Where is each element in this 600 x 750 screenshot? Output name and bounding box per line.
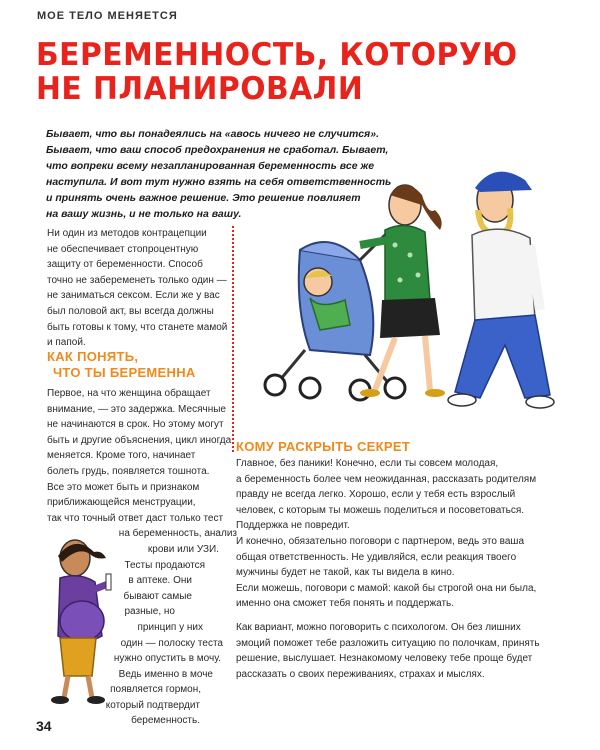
text-line: болеть грудь, появляется тошнота. [47, 465, 210, 477]
text-line: внимание, — это задержка. Месячные [47, 403, 226, 415]
text-line: именно она сможет тебя понять и поддержать. [236, 598, 455, 610]
intro-line: на вашу жизнь, и не только на вашу. [46, 208, 242, 220]
text-line: появляется гормон, [110, 684, 201, 696]
text-line: мужчины будет не такой, как ты видела в кино. [236, 567, 455, 579]
text-line: Главное, без паники! Конечно, если ты совсем молодая, [236, 458, 499, 469]
page-title [36, 38, 535, 106]
text-line: И конечно, обязательно поговори с партнером, ведь это ваша [236, 535, 525, 547]
text-line: разные, но [124, 606, 175, 618]
text-line: нужно опустить в мочу. [113, 653, 221, 665]
heading-who-to-tell: КОМУ РАСКРЫТЬ СЕКРЕТ [236, 439, 411, 454]
heading-line: КАК ПОНЯТЬ, [47, 349, 139, 364]
couple-with-stroller-illustration [240, 160, 570, 420]
text-line: крови или УЗИ. [147, 543, 219, 555]
text-line: меняется. Кроме того, начинает [47, 450, 196, 462]
contraception-paragraph [47, 226, 227, 351]
section-label: МОЕ ТЕЛО МЕНЯЕТСЯ [37, 10, 178, 22]
intro-line: наступила. И вот тут нужно взять на себя ответственность [46, 176, 392, 188]
text-line: правду не всегда легко. Хорошо, если у тебя есть взрослый [236, 489, 516, 501]
who-to-tell-paragraph [236, 456, 566, 682]
heading-line: ЧТО ТЫ БЕРЕМЕННА [53, 365, 196, 380]
text-line: один — полоску теста [120, 637, 223, 649]
text-line: не заниматься сексом. Если же у вас [47, 290, 220, 302]
text-line: Первое, на что женщина обращает [47, 388, 211, 399]
text-line: а беременность более чем неожиданная, рассказать родителям [236, 473, 537, 485]
text-line: беременность. [131, 715, 200, 727]
page-number: 34 [36, 718, 52, 734]
text-line: принцип у них [137, 621, 203, 633]
pregnancy-test-icon [106, 574, 111, 590]
text-line: эмоций поможет тебе разложить ситуацию по полочкам, принять [236, 637, 540, 649]
text-line: Как вариант, можно поговорить с психологом. Он без лишних [236, 621, 521, 633]
text-line: не обеспечивает стопроцентную [47, 243, 199, 255]
intro-line: что вопреки всему незапланированная беременность все же [46, 160, 375, 172]
text-line: точно не забеременеть только один — [47, 274, 227, 286]
man-illustration [448, 172, 554, 408]
text-line: защиту от беременности. Способ [47, 259, 203, 271]
intro-line: Бывает, что ваш способ предохранения не сработал. Бывает, [46, 144, 389, 156]
text-line: так что точный ответ даст только тест [47, 512, 224, 524]
text-line: Ни один из методов контрацепции [47, 228, 207, 239]
text-line: решение, выслушает. Незнакомому человеку тебе проще будет [236, 653, 533, 665]
text-line: Ведь именно в моче [118, 668, 213, 680]
text-line: и папой. [47, 337, 86, 349]
intro-line: Бывает, что вы понадеялись на «авось ничего не случится». [46, 128, 379, 140]
intro-line: и принять очень важное решение. Это решение повлияет [46, 192, 361, 204]
text-line: Если можешь, поговори с мамой: какой бы строгой она ни была, [236, 582, 537, 594]
page-title-line-2: НЕ ПЛАНИРОВАЛИ [36, 71, 364, 107]
text-line: не начинаются в срок. Но этому могут [47, 419, 224, 431]
page-title-line-1: БЕРЕМЕННОСТЬ, КОТОРУЮ [36, 37, 518, 73]
text-line: был половой акт, вы всегда должны [47, 305, 214, 317]
text-line: человек, с которым ты можешь поделиться и посоветоваться. [236, 504, 525, 516]
text-line: общая ответственность. Не удивляйся, если реакция твоего [236, 551, 517, 563]
text-line: который подтвердит [105, 699, 200, 711]
paragraph-gap [236, 612, 566, 620]
text-line: на беременность, анализ [118, 528, 237, 540]
heading-how-to-know [47, 349, 196, 381]
text-line: бывают самые [123, 590, 192, 602]
text-line: рассказать о своих переживаниях, страхах и мыслях. [236, 668, 485, 680]
text-line: Поддержка не повредит. [236, 520, 350, 532]
text-line: быть и другие объяснения, цикл иногда [47, 434, 232, 446]
text-line: Все это может быть и признаком [47, 481, 200, 493]
pregnant-girl-illustration [30, 536, 125, 706]
text-line: в аптеке. Они [128, 575, 192, 587]
text-line: Тесты продаются [124, 559, 205, 571]
text-line: быть готовы к тому, что станете мамой [47, 321, 228, 333]
text-line: приближающейся менструации, [47, 497, 196, 509]
